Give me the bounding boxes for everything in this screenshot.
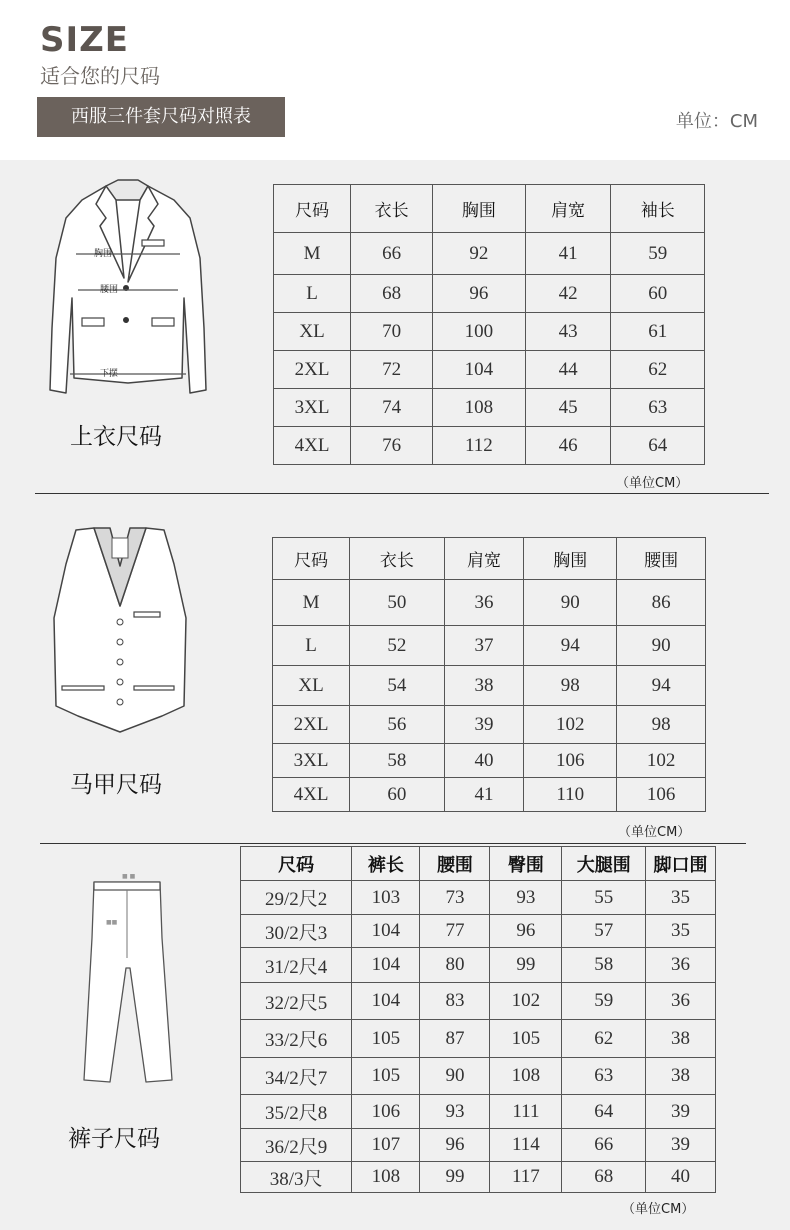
vest-size-label: 马甲尺码 bbox=[70, 772, 162, 798]
table-cell: 114 bbox=[490, 1129, 562, 1162]
table-cell: 86 bbox=[617, 580, 706, 626]
table-cell: 94 bbox=[524, 626, 617, 666]
jacket-illustration bbox=[48, 178, 208, 400]
table-row bbox=[274, 233, 705, 275]
table-cell: 104 bbox=[352, 983, 420, 1020]
pants-size-table bbox=[240, 846, 716, 1193]
table-header-cell: 大腿围 bbox=[562, 847, 646, 881]
pants-size-label: 裤子尺码 bbox=[68, 1126, 160, 1152]
table-cell: 4XL bbox=[273, 778, 350, 812]
table-cell: 103 bbox=[352, 881, 420, 915]
table-cell: 54 bbox=[350, 666, 445, 706]
table-row bbox=[273, 706, 706, 744]
page-header bbox=[0, 0, 790, 160]
unit-label: 单位：CM bbox=[675, 111, 758, 132]
table-header-cell: 裤长 bbox=[352, 847, 420, 881]
table-cell: 3XL bbox=[273, 744, 350, 778]
table-cell: 61 bbox=[611, 313, 705, 351]
table-cell: 99 bbox=[420, 1162, 490, 1193]
table-cell: 60 bbox=[350, 778, 445, 812]
table-cell: 96 bbox=[432, 275, 525, 313]
table-cell: 64 bbox=[611, 427, 705, 465]
table-cell: 106 bbox=[352, 1095, 420, 1129]
table-cell: 62 bbox=[611, 351, 705, 389]
table-header-cell: 袖长 bbox=[611, 185, 705, 233]
table-cell: 70 bbox=[351, 313, 433, 351]
table-cell: 42 bbox=[525, 275, 611, 313]
table-row bbox=[241, 1162, 716, 1193]
table-cell: 35 bbox=[646, 915, 716, 948]
table-header-cell: 尺码 bbox=[274, 185, 351, 233]
table-cell: 93 bbox=[490, 881, 562, 915]
table-cell: 90 bbox=[420, 1058, 490, 1095]
table-cell: M bbox=[274, 233, 351, 275]
section-divider bbox=[35, 493, 769, 494]
table-header-row bbox=[274, 185, 705, 233]
table-cell: 108 bbox=[352, 1162, 420, 1193]
table-cell: 77 bbox=[420, 915, 490, 948]
table-row bbox=[274, 427, 705, 465]
table-cell: 58 bbox=[562, 948, 646, 983]
jacket-unit-note: （单位CM） bbox=[616, 476, 689, 491]
table-cell: 110 bbox=[524, 778, 617, 812]
table-row bbox=[273, 744, 706, 778]
table-cell: 39 bbox=[444, 706, 524, 744]
table-cell: 45 bbox=[525, 389, 611, 427]
table-cell: 106 bbox=[617, 778, 706, 812]
table-cell: 66 bbox=[351, 233, 433, 275]
table-cell: L bbox=[273, 626, 350, 666]
table-cell: 94 bbox=[617, 666, 706, 706]
table-row bbox=[241, 881, 716, 915]
table-cell: 72 bbox=[351, 351, 433, 389]
table-cell: 43 bbox=[525, 313, 611, 351]
table-cell: 102 bbox=[617, 744, 706, 778]
table-header-cell: 胸围 bbox=[432, 185, 525, 233]
svg-text:■■: ■■ bbox=[106, 919, 118, 926]
table-row bbox=[241, 915, 716, 948]
table-cell: 50 bbox=[350, 580, 445, 626]
table-cell: 63 bbox=[562, 1058, 646, 1095]
table-row bbox=[241, 983, 716, 1020]
table-cell: 40 bbox=[444, 744, 524, 778]
jacket-waist-label: 腰围 bbox=[100, 285, 119, 295]
table-header-cell: 肩宽 bbox=[444, 538, 524, 580]
table-header-cell: 尺码 bbox=[241, 847, 352, 881]
table-cell: 41 bbox=[525, 233, 611, 275]
table-cell: 63 bbox=[611, 389, 705, 427]
table-cell: 38 bbox=[444, 666, 524, 706]
table-cell: 39 bbox=[646, 1129, 716, 1162]
table-cell: 104 bbox=[432, 351, 525, 389]
section-divider bbox=[40, 843, 746, 844]
table-cell: 90 bbox=[524, 580, 617, 626]
table-cell: 96 bbox=[490, 915, 562, 948]
table-row bbox=[241, 1095, 716, 1129]
table-header-cell: 衣长 bbox=[350, 538, 445, 580]
table-cell: 39 bbox=[646, 1095, 716, 1129]
table-cell: 41 bbox=[444, 778, 524, 812]
table-cell: 34/2尺7 bbox=[241, 1058, 352, 1095]
table-cell: 83 bbox=[420, 983, 490, 1020]
table-header-cell: 肩宽 bbox=[525, 185, 611, 233]
table-row bbox=[273, 666, 706, 706]
table-row bbox=[274, 389, 705, 427]
table-cell: 105 bbox=[352, 1058, 420, 1095]
table-cell: 38 bbox=[646, 1058, 716, 1095]
table-row bbox=[273, 778, 706, 812]
table-cell: 66 bbox=[562, 1129, 646, 1162]
table-cell: 104 bbox=[352, 948, 420, 983]
table-cell: 60 bbox=[611, 275, 705, 313]
table-cell: 59 bbox=[562, 983, 646, 1020]
table-cell: 80 bbox=[420, 948, 490, 983]
table-cell: 46 bbox=[525, 427, 611, 465]
table-cell: 100 bbox=[432, 313, 525, 351]
table-cell: 98 bbox=[617, 706, 706, 744]
table-cell: 52 bbox=[350, 626, 445, 666]
jacket-size-table bbox=[273, 184, 705, 465]
table-cell: 73 bbox=[420, 881, 490, 915]
table-header-cell: 胸围 bbox=[524, 538, 617, 580]
table-cell: 58 bbox=[350, 744, 445, 778]
table-cell: 2XL bbox=[274, 351, 351, 389]
table-cell: 36 bbox=[646, 948, 716, 983]
table-cell: M bbox=[273, 580, 350, 626]
table-cell: 108 bbox=[432, 389, 525, 427]
table-cell: 3XL bbox=[274, 389, 351, 427]
table-cell: 87 bbox=[420, 1020, 490, 1058]
table-cell: 31/2尺4 bbox=[241, 948, 352, 983]
table-cell: 62 bbox=[562, 1020, 646, 1058]
table-header-cell: 尺码 bbox=[273, 538, 350, 580]
table-cell: 117 bbox=[490, 1162, 562, 1193]
table-header-cell: 腰围 bbox=[420, 847, 490, 881]
chart-banner: 西服三件套尺码对照表 bbox=[37, 97, 285, 137]
table-cell: 98 bbox=[524, 666, 617, 706]
table-header-cell: 腰围 bbox=[617, 538, 706, 580]
table-cell: 64 bbox=[562, 1095, 646, 1129]
table-cell: 2XL bbox=[273, 706, 350, 744]
table-row bbox=[241, 1129, 716, 1162]
table-row bbox=[273, 580, 706, 626]
table-cell: 32/2尺5 bbox=[241, 983, 352, 1020]
table-cell: 106 bbox=[524, 744, 617, 778]
table-cell: 108 bbox=[490, 1058, 562, 1095]
table-cell: 29/2尺2 bbox=[241, 881, 352, 915]
pants-illustration bbox=[74, 868, 184, 1090]
table-cell: 37 bbox=[444, 626, 524, 666]
table-row bbox=[241, 948, 716, 983]
table-cell: 90 bbox=[617, 626, 706, 666]
table-cell: 36 bbox=[646, 983, 716, 1020]
table-cell: 99 bbox=[490, 948, 562, 983]
table-header-row bbox=[241, 847, 716, 881]
table-cell: 74 bbox=[351, 389, 433, 427]
table-row bbox=[274, 351, 705, 389]
table-cell: 96 bbox=[420, 1129, 490, 1162]
table-cell: 30/2尺3 bbox=[241, 915, 352, 948]
table-cell: 93 bbox=[420, 1095, 490, 1129]
jacket-size-label: 上衣尺码 bbox=[70, 424, 162, 450]
table-row bbox=[241, 1020, 716, 1058]
svg-text:■ ■: ■ ■ bbox=[122, 873, 136, 880]
table-cell: 36/2尺9 bbox=[241, 1129, 352, 1162]
table-row bbox=[241, 1058, 716, 1095]
table-cell: 36 bbox=[444, 580, 524, 626]
table-cell: 59 bbox=[611, 233, 705, 275]
table-row bbox=[274, 313, 705, 351]
pants-unit-note: （单位CM） bbox=[622, 1202, 695, 1217]
size-title: SIZE bbox=[40, 20, 130, 60]
table-cell: 104 bbox=[352, 915, 420, 948]
table-header-cell: 脚口围 bbox=[646, 847, 716, 881]
table-cell: 56 bbox=[350, 706, 445, 744]
table-row bbox=[273, 626, 706, 666]
table-cell: 107 bbox=[352, 1129, 420, 1162]
table-cell: 55 bbox=[562, 881, 646, 915]
table-cell: 92 bbox=[432, 233, 525, 275]
table-cell: 105 bbox=[352, 1020, 420, 1058]
table-cell: 38 bbox=[646, 1020, 716, 1058]
vest-unit-note: （单位CM） bbox=[618, 825, 691, 840]
table-cell: L bbox=[274, 275, 351, 313]
table-cell: 102 bbox=[490, 983, 562, 1020]
size-subtitle: 适合您的尺码 bbox=[40, 64, 160, 88]
table-cell: 68 bbox=[562, 1162, 646, 1193]
table-header-cell: 臀围 bbox=[490, 847, 562, 881]
table-cell: 35 bbox=[646, 881, 716, 915]
table-cell: 102 bbox=[524, 706, 617, 744]
table-cell: 4XL bbox=[274, 427, 351, 465]
table-header-row bbox=[273, 538, 706, 580]
table-cell: 76 bbox=[351, 427, 433, 465]
table-cell: 44 bbox=[525, 351, 611, 389]
table-header-cell: 衣长 bbox=[351, 185, 433, 233]
table-cell: 38/3尺 bbox=[241, 1162, 352, 1193]
table-cell: 40 bbox=[646, 1162, 716, 1193]
jacket-chest-label: 胸围 bbox=[94, 249, 113, 259]
table-cell: 105 bbox=[490, 1020, 562, 1058]
table-cell: 35/2尺8 bbox=[241, 1095, 352, 1129]
table-row bbox=[274, 275, 705, 313]
table-cell: 33/2尺6 bbox=[241, 1020, 352, 1058]
vest-size-table bbox=[272, 537, 706, 812]
table-cell: 68 bbox=[351, 275, 433, 313]
table-cell: XL bbox=[273, 666, 350, 706]
jacket-hem-label: 下摆 bbox=[100, 369, 119, 379]
vest-illustration bbox=[50, 526, 190, 744]
table-cell: 57 bbox=[562, 915, 646, 948]
table-cell: 111 bbox=[490, 1095, 562, 1129]
table-cell: 112 bbox=[432, 427, 525, 465]
table-cell: XL bbox=[274, 313, 351, 351]
